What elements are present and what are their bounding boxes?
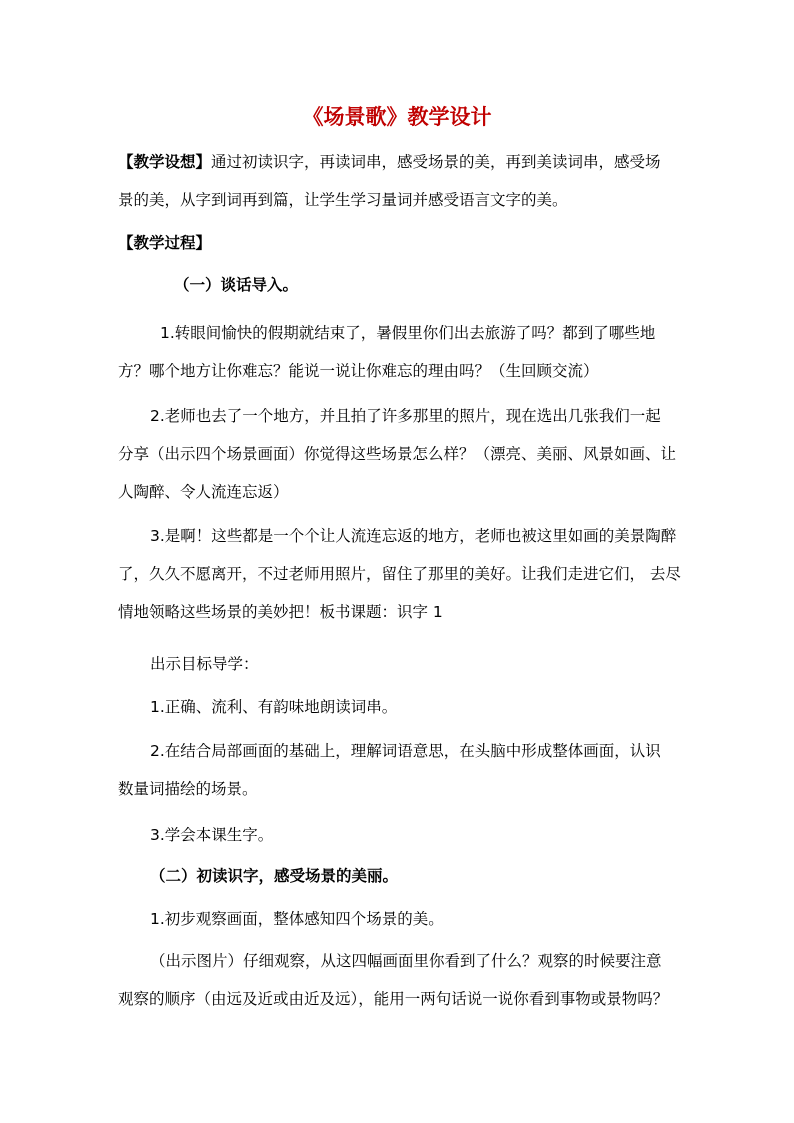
section2-paragraph-1: 1.初步观察画面，整体感知四个场景的美。 [150,910,444,928]
section1-paragraph-3 [118,517,681,631]
goal-2-line-1: 2.在结合局部画面的基础上，理解词语意思，在头脑中形成整体画面，认识 [150,742,661,760]
goals-label: 出示目标导学： [150,655,259,673]
intro-line-1: 通过初读识字，再读词串，感受场景的美，再到美读词串，感受场 [211,153,661,171]
section1-p2-line-1: 2.老师也去了一个地方，并且拍了许多那里的照片，现在选出几张我们一起 [150,407,661,425]
section2-heading: （二）初读识字，感受场景的美丽。 [150,867,399,885]
section2-p2-line-1: （出示图片）仔细观察，从这四幅画面里你看到了什么？观察的时候要注意 [150,952,662,970]
section1-p1-line-2: 方？哪个地方让你难忘？能说一说让你难忘的理由吗？（生回顾交流） [118,362,599,380]
section2-paragraph-2 [118,942,681,1018]
section1-p3-line-3: 情地领略这些场景的美妙把！板书课题：识字 1 [118,603,443,621]
goal-1: 1.正确、流利、有韵味地朗读词串。 [150,698,398,716]
intro-paragraph [118,143,681,219]
goal-2 [118,732,681,808]
section1-p2-line-2: 分享（出示四个场景画面）你觉得这些场景怎么样？（漂亮、美丽、风景如画、让 [118,445,677,463]
process-heading: 【教学过程】 [118,234,212,252]
section1-p2-line-3: 人陶醉、令人流连忘返） [118,483,289,501]
section1-paragraph-2 [118,397,681,511]
section1-heading: （一）谈话导入。 [174,276,299,294]
section2-p2-line-2: 观察的顺序（由远及近或由近及远），能用一两句话说一说你看到事物或景物吗？ [118,990,669,1008]
document-title: 《场景歌》教学设计 [302,104,492,129]
section1-p3-line-2: 了，久久不愿离开，不过老师用照片，留住了那里的美好。让我们走进它们， 去尽 [118,565,681,583]
section1-p3-line-1: 3.是啊！这些都是一个个让人流连忘返的地方，老师也被这里如画的美景陶醉 [150,527,677,545]
intro-label: 【教学设想】 [118,153,212,171]
section1-paragraph-1 [118,314,681,390]
intro-line-2: 景的美，从字到词再到篇，让学生学习量词并感受语言文字的美。 [118,191,568,209]
goal-2-line-2: 数量词描绘的场景。 [118,780,258,798]
goal-3: 3.学会本课生字。 [150,826,274,844]
section1-p1-line-1: 1.转眼间愉快的假期就结束了，暑假里你们出去旅游了吗？都到了哪些地 [160,324,656,342]
